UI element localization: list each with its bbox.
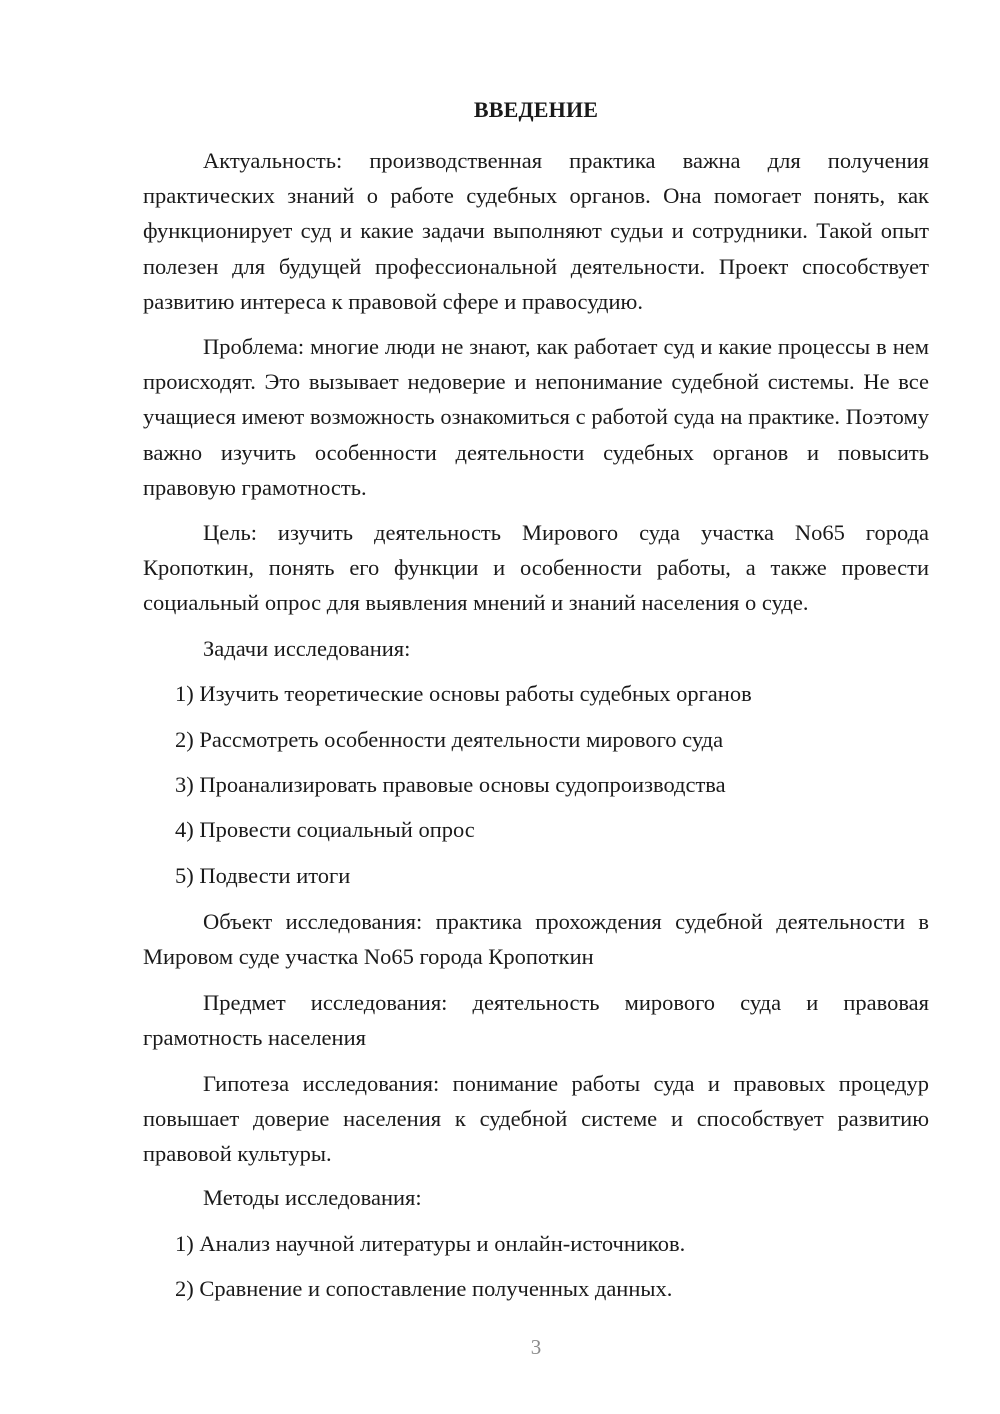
paragraph-actuality: Актуальность: производственная практика важна для получения практических знаний о работе судебных органов. Она помогает понять, как функционирует суд и какие задачи выполняют судьи и сотрудники. Такой опыт полезен для будущей профессиональной деятельности. Проект способствует развитию интереса к правовой сфере и правосудию. (143, 148, 929, 314)
page-title: ВВЕДЕНИЕ (473, 97, 599, 122)
tasks-label: Задачи исследования: (203, 636, 411, 661)
method-item-2: 2) Сравнение и сопоставление полученных данных. (175, 1276, 673, 1301)
paragraph-problem: Проблема: многие люди не знают, как работает суд и какие процессы в нем происходят. Это вызывает недоверие и непонимание судебной системы. Не все учащиеся имеют возможность ознакомиться с работой суда на практике. Поэтому важно изучить особенности деятельности судебных органов и повысить правовую грамотность. (143, 334, 929, 500)
methods-label: Методы исследования: (203, 1185, 422, 1210)
task-item-5: 5) Подвести итоги (175, 863, 351, 888)
paragraph-goal: Цель: изучить деятельность Мирового суда участка No65 города Кропоткин, понять его функции и особенности работы, а также провести социальный опрос для выявления мнений и знаний населения о суде. (143, 520, 929, 616)
task-item-2: 2) Рассмотреть особенности деятельности мирового суда (175, 727, 724, 752)
paragraph-object: Объект исследования: практика прохождения судебной деятельности в Мировом суде участка No65 города Кропоткин (143, 909, 929, 970)
task-item-3: 3) Проанализировать правовые основы судопроизводства (175, 772, 726, 797)
paragraph-hypothesis: Гипотеза исследования: понимание работы суда и правовых процедур повышает доверие населения к судебной системе и способствует развитию правовой культуры. (143, 1071, 929, 1167)
paragraph-subject: Предмет исследования: деятельность мирового суда и правовая грамотность населения (143, 990, 929, 1051)
task-item-1: 1) Изучить теоретические основы работы судебных органов (175, 681, 752, 706)
method-item-1: 1) Анализ научной литературы и онлайн-источников. (175, 1231, 686, 1256)
page-number: 3 (530, 1335, 542, 1359)
task-item-4: 4) Провести социальный опрос (175, 817, 475, 842)
